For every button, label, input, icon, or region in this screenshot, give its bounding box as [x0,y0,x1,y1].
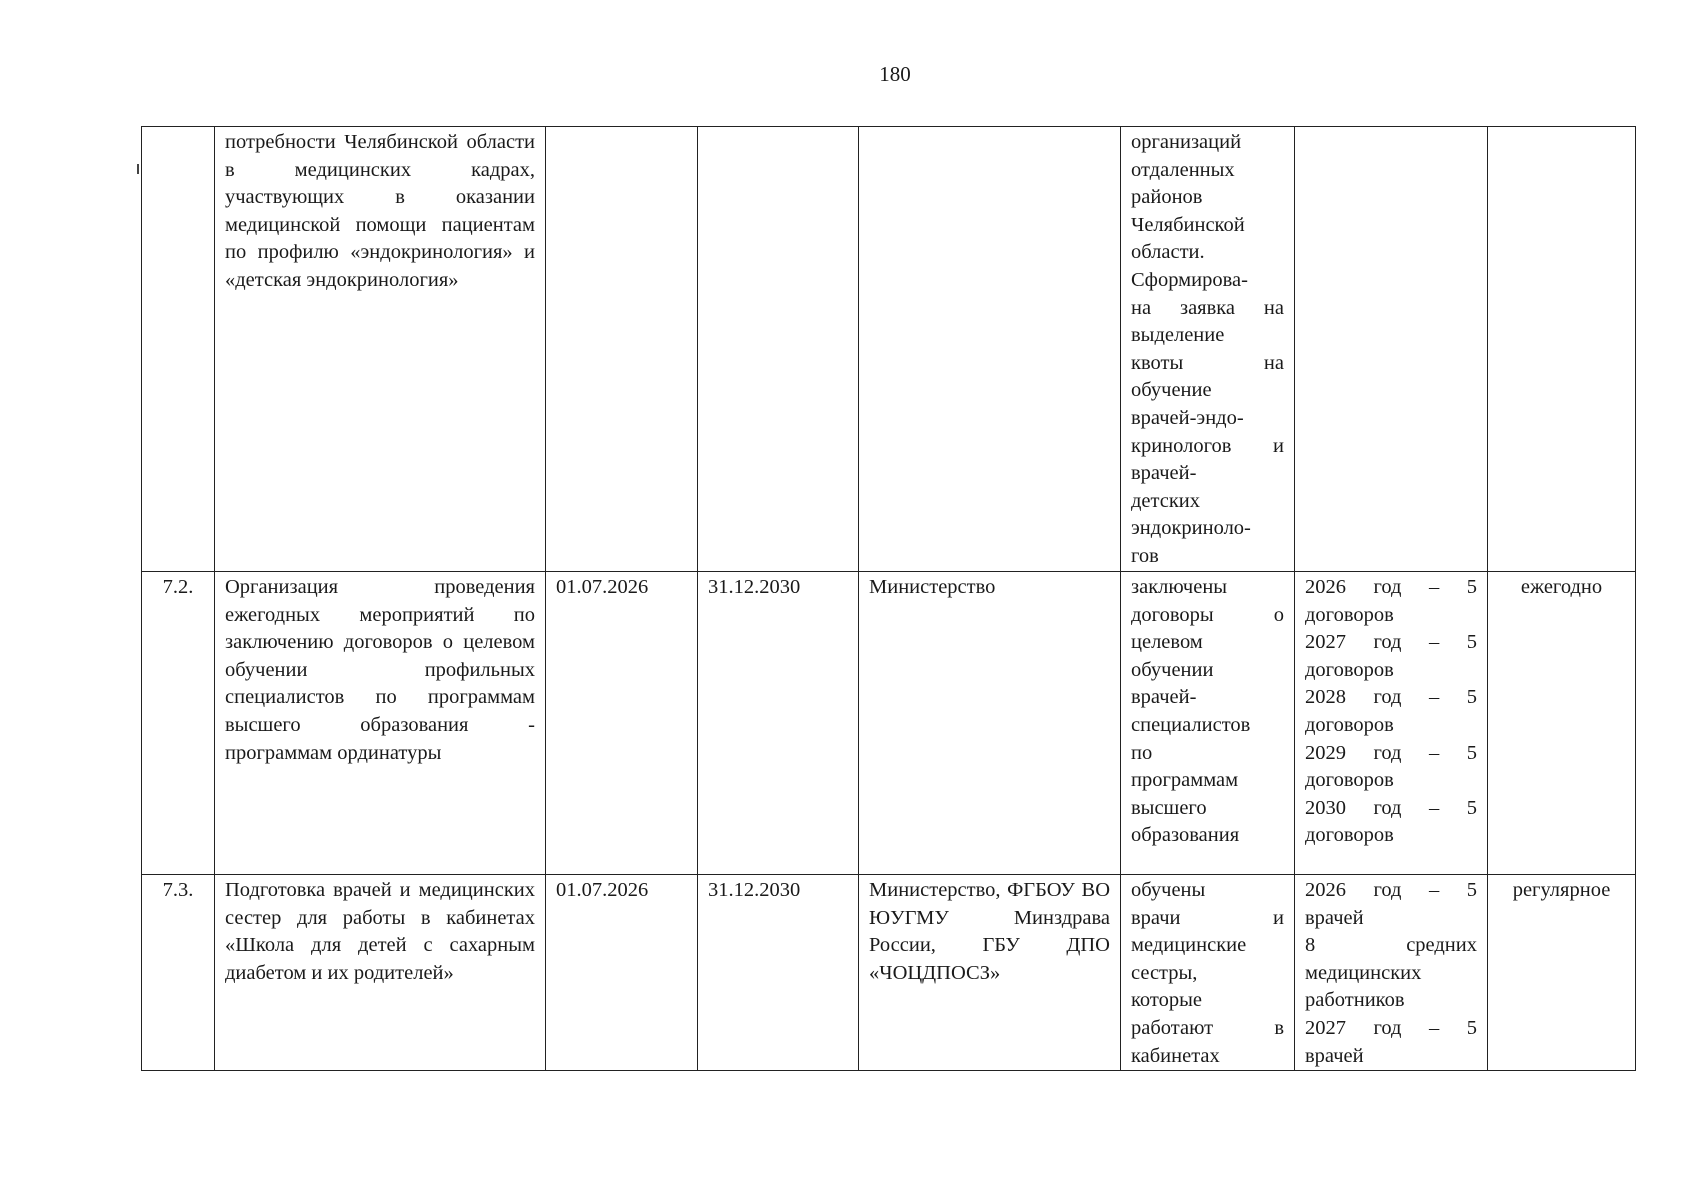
cell-line: гов [1131,544,1159,567]
cell-frequency [1488,127,1636,572]
margin-mark [137,164,139,174]
cell-measure-name: Организация проведения ежегодных мероприятий по заключению договоров о целевом обучении профильных специалистов по программам высшего образования - программам ординатуры [215,572,546,875]
cell-line: 2027 год – 5 [1305,631,1477,654]
cell-line: целевом [1131,631,1203,654]
cell-responsible: Министерство [859,572,1121,875]
cell-result [1121,572,1295,875]
cell-line: работников [1305,989,1405,1012]
cell-line: Челябинской [1131,213,1245,236]
cell-line: Сформирова- [1131,268,1248,291]
measures-table [141,126,1636,1071]
table-row [142,572,1636,875]
cell-line: договоров [1305,769,1394,792]
cell-line: кринологов и [1131,434,1284,457]
cell-line: образования [1131,824,1240,847]
cell-line: обучении [1131,658,1214,681]
cell-start-date: 01.07.2026 [546,875,698,1071]
cell-line: 2026 год – 5 [1305,576,1477,598]
cell-measure-name: потребности Челябинской области в медицинских кадрах, участвующих в оказании медицинской помощи пациентам по профилю «эндокринология» и «детская эндокринология» [215,127,546,572]
cell-frequency: регулярное [1488,875,1636,1071]
cell-line: 2027 год – 5 [1305,1016,1477,1039]
cell-responsible: Министерство, ФГБОУ ВО ЮУГМУ Минздрава России, ГБУ ДПО «ЧОЦДПОСЗ» [859,875,1121,1071]
cell-line: врачи и [1131,906,1284,929]
cell-line: квоты на [1131,351,1284,374]
cell-line: договоров [1305,713,1394,736]
cell-line: обучение [1131,379,1212,402]
cell-line: области. [1131,241,1205,264]
cell-line: организаций [1131,131,1242,153]
cell-line: программам [1131,769,1239,792]
cell-line: работают в [1131,1016,1284,1039]
cell-line: медицинских [1305,961,1422,984]
cell-end-date: 31.12.2030 [698,875,859,1071]
cell-line: которые [1131,989,1202,1012]
cell-result [1121,875,1295,1071]
cell-end-date [698,127,859,572]
cell-start-date: 01.07.2026 [546,572,698,875]
page-number: 180 [879,62,911,86]
cell-line: врачей [1305,1044,1364,1067]
cell-number: 7.3. [142,875,215,1071]
cell-line: на заявка на [1131,296,1284,319]
table-row [142,127,1636,572]
cell-line: отдаленных [1131,158,1235,181]
cell-line: детских [1131,489,1201,512]
cell-line: договоров [1305,603,1394,626]
cell-line: 2026 год – 5 [1305,879,1477,901]
cell-line: договоров [1305,824,1394,847]
cell-line: медицинские [1131,934,1247,957]
cell-line: заключены [1131,576,1228,598]
cell-line: договоров [1305,658,1394,681]
cell-indicator [1295,572,1488,875]
cell-number [142,127,215,572]
cell-line: 2028 год – 5 [1305,686,1477,709]
cell-responsible [859,127,1121,572]
cell-line: кабинетах [1131,1044,1220,1067]
cell-line: договоры о [1131,603,1284,626]
cell-line: высшего [1131,796,1207,819]
cell-line: 2029 год – 5 [1305,741,1477,764]
cell-start-date [546,127,698,572]
cell-line: обучены [1131,879,1206,901]
cell-indicator [1295,875,1488,1071]
cell-indicator [1295,127,1488,572]
cell-line: сестры, [1131,961,1198,984]
cell-line: 2030 год – 5 [1305,796,1477,819]
cell-measure-name: Подготовка врачей и медицинских сестер для работы в кабинетах «Школа для детей с сахарным диабетом и их родителей» [215,875,546,1071]
cell-line: врачей-эндо- [1131,406,1244,429]
cell-line: врачей- [1131,686,1197,709]
cell-result [1121,127,1295,572]
cell-line: специалистов [1131,713,1251,736]
cell-number: 7.2. [142,572,215,875]
cell-frequency: ежегодно [1488,572,1636,875]
table-row [142,875,1636,1071]
cell-line: врачей [1305,906,1364,929]
cell-line: 8 средних [1305,934,1477,957]
cell-line: эндокриноло- [1131,517,1251,540]
cell-line: районов [1131,186,1203,209]
cell-line: врачей- [1131,462,1197,485]
cell-line: выделение [1131,324,1225,347]
cell-end-date: 31.12.2030 [698,572,859,875]
cell-line: по [1131,741,1153,764]
